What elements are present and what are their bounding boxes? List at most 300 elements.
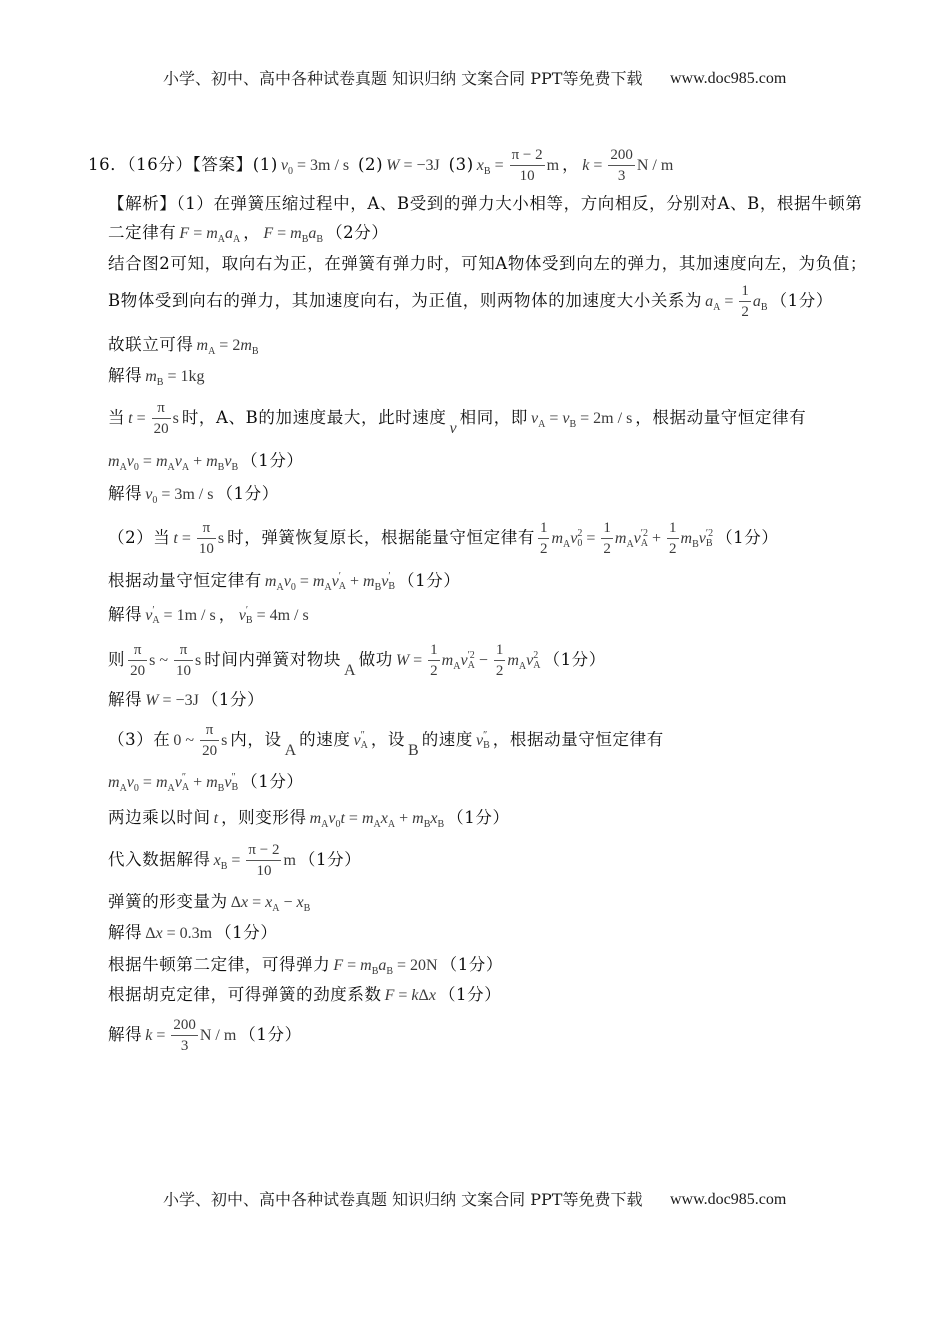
math-text: −: [474, 652, 492, 669]
subscript: A: [626, 539, 634, 550]
math-variable: t: [173, 530, 178, 547]
math-text: =: [227, 852, 245, 869]
math-symbol: A: [284, 742, 297, 759]
sup-sub-stack: [706, 529, 713, 549]
subscript: B: [483, 739, 490, 751]
math-variable: v: [476, 732, 484, 749]
fraction-denominator: 10: [246, 860, 281, 879]
fraction: [428, 642, 440, 679]
math-variable: v: [570, 530, 578, 547]
subscript: A: [208, 346, 216, 357]
subscript: B: [371, 966, 379, 977]
math-text: = 1m / s: [159, 607, 216, 624]
text-run: 解得: [108, 690, 143, 709]
math-variable: m: [361, 810, 374, 827]
text-run: ，设: [370, 730, 406, 749]
text-run: B物体受到向右的弹力，其加速度向右，为正值，则两物体的加速度大小关系为: [108, 291, 703, 310]
math-text: +: [189, 774, 207, 791]
fraction-numerator: π: [133, 642, 142, 658]
fraction-numerator: 200: [173, 1017, 196, 1033]
math-variable: x: [213, 852, 221, 869]
fraction-numerator: π: [179, 642, 188, 658]
math-text: −: [279, 894, 297, 911]
fraction-numerator: 200: [610, 147, 633, 163]
math-text: = 1kg: [163, 368, 205, 385]
math-text: =: [138, 774, 156, 791]
superscript: ″: [483, 729, 488, 741]
text-run: （1分）: [239, 1025, 302, 1044]
subscript: A: [453, 661, 461, 672]
subscript: 0: [152, 495, 158, 506]
subscript: A: [387, 819, 396, 830]
text-run: （1分）: [216, 484, 279, 503]
superscript: ′2: [640, 527, 648, 539]
math-text: =: [720, 293, 738, 310]
text-run: （1分）: [447, 808, 510, 827]
fraction-numerator: 1: [741, 283, 749, 299]
subscript: A: [533, 659, 541, 671]
math-text: =: [343, 957, 361, 974]
fraction-denominator: 2: [494, 660, 506, 679]
math-text: +: [648, 530, 666, 547]
text-run: 当: [108, 408, 126, 427]
math-text: m: [283, 852, 296, 869]
subscript: B: [156, 377, 164, 388]
superscript: ′2: [467, 649, 475, 661]
subscript: A: [119, 462, 127, 473]
subscript: A: [467, 659, 475, 671]
text-run: 代入数据解得: [108, 850, 211, 869]
subscript: 0: [335, 819, 341, 830]
math-variable: x: [241, 894, 249, 911]
fraction-denominator: 10: [510, 165, 545, 184]
text-run: 时，弹簧恢复原长，根据能量守恒定律有: [227, 528, 535, 547]
math-variable: v: [381, 573, 389, 590]
text-run: 做功: [358, 650, 393, 669]
text-run: （1分）: [241, 772, 304, 791]
fraction: [200, 722, 219, 759]
footer-title: 小学、初中、高中各种试卷真题 知识归纳 文案合同 PPT等免费下载: [163, 1190, 643, 1209]
subscript: B: [423, 819, 431, 830]
text-run: 则: [108, 650, 126, 669]
fraction-denominator: 20: [152, 418, 171, 437]
subscript: B: [220, 861, 228, 872]
math-text: =: [132, 410, 150, 427]
math-variable: v: [238, 607, 246, 624]
subscript: A: [276, 582, 284, 593]
fraction-denominator: 3: [608, 165, 635, 184]
text-run: 根据牛顿第二定律，可得弹力: [108, 955, 331, 974]
fraction-numerator: π: [157, 400, 165, 416]
fraction-numerator: 1: [495, 642, 504, 658]
analysis-line: [108, 281, 833, 321]
math-variable: v: [174, 774, 182, 791]
math-text: +: [189, 453, 207, 470]
fraction-denominator: 20: [128, 660, 147, 679]
text-run: （3）在: [108, 730, 171, 749]
subscript: 0: [290, 582, 296, 593]
math-variable: m: [412, 810, 424, 827]
math-text: =: [177, 530, 195, 547]
sup-sub-stack: [533, 651, 540, 671]
math-text: N / m: [199, 1027, 237, 1044]
math-variable: m: [614, 530, 627, 547]
subscript: B: [437, 819, 445, 830]
math-text: = 20N: [393, 957, 438, 974]
sup-sub-stack: [468, 651, 475, 671]
math-variable: v: [145, 607, 153, 624]
subscript: B: [386, 966, 394, 977]
subscript: A: [152, 614, 160, 626]
superscript: ″: [231, 771, 236, 783]
subscript: B: [483, 166, 491, 177]
subscript: 0: [287, 166, 293, 177]
math-variable: a: [752, 293, 761, 310]
subscript: A: [324, 582, 332, 593]
math-variable: m: [196, 337, 209, 354]
subscript: B: [231, 462, 239, 473]
math-text: = 3m / s: [292, 157, 350, 174]
subscript: 0: [577, 537, 583, 549]
sup-sub-stack: [152, 606, 159, 626]
superscript: ′: [338, 570, 341, 582]
subscript: 0: [133, 462, 139, 473]
text-run: （1分）: [770, 291, 833, 310]
fraction-numerator: 1: [430, 642, 438, 658]
math-variable: m: [680, 530, 693, 547]
subscript: B: [245, 614, 253, 626]
fraction-denominator: 10: [197, 538, 216, 557]
text-run: （1分）: [716, 528, 779, 547]
header-title: 小学、初中、高中各种试卷真题 知识归纳 文案合同 PPT等免费下载: [163, 69, 643, 88]
analysis-line: [108, 518, 778, 558]
subscript: B: [374, 582, 382, 593]
math-variable: v: [224, 453, 232, 470]
text-run: 内，设: [230, 730, 282, 749]
math-variable: k: [582, 157, 590, 174]
text-run: 结合图2可知，取向右为正，在弹簧有弹力时，可知A物体受到向左的弹力，其加速度向左，为负值；: [108, 254, 867, 273]
footer-url: www.doc985.com: [670, 1191, 787, 1208]
subscript: B: [217, 783, 225, 794]
subscript: A: [563, 539, 571, 550]
header-url: www.doc985.com: [670, 70, 787, 87]
text-run: ，根据动量守恒定律有: [635, 408, 807, 427]
subscript: A: [360, 739, 368, 751]
math-text: =: [490, 157, 508, 174]
text-run: 16．（16分）【答案】(1): [88, 155, 278, 174]
superscript: ′: [245, 604, 249, 616]
math-variable: m: [551, 530, 563, 547]
math-variable: a: [308, 225, 317, 242]
superscript: ″: [360, 729, 365, 741]
fraction: [739, 283, 751, 320]
superscript: ′: [388, 570, 391, 582]
math-variable: W: [145, 692, 159, 709]
math-text: s: [195, 652, 202, 669]
math-variable: m: [441, 652, 454, 669]
subscript: B: [301, 234, 309, 245]
text-run: 时，A、B的加速度最大，此时速度: [181, 408, 447, 427]
math-text: 0 ~: [173, 732, 199, 749]
analysis-line: [108, 680, 264, 720]
math-variable: v: [531, 410, 539, 427]
math-variable: m: [312, 573, 325, 590]
fraction-denominator: 2: [667, 538, 679, 557]
math-text: = 4m / s: [252, 607, 309, 624]
math-variable: v: [280, 157, 288, 174]
text-run: 【解析】（1）在弹簧压缩过程中，A、B受到的弹力大小相等，方向相反，分别对A、B，根据牛顿第: [108, 194, 863, 213]
math-variable: x: [155, 925, 163, 942]
math-variable: t: [128, 410, 133, 427]
page-footer: [0, 1189, 950, 1211]
text-run: 解得: [108, 923, 143, 942]
math-text: s: [217, 530, 225, 547]
subscript: A: [217, 234, 226, 245]
analysis-line: [108, 720, 664, 760]
fraction-denominator: 2: [428, 660, 440, 679]
analysis-line: [108, 762, 304, 802]
math-text: =: [295, 573, 313, 590]
fraction: [601, 520, 613, 557]
superscript: 2: [533, 649, 539, 661]
sup-sub-stack: [339, 572, 346, 592]
fraction: [171, 1017, 198, 1054]
fraction-numerator: 1: [539, 520, 548, 536]
math-variable: v: [698, 530, 706, 547]
math-text: =: [138, 453, 156, 470]
text-run: （1分）: [543, 650, 606, 669]
fraction: [510, 147, 545, 184]
text-run: （1分）: [438, 985, 502, 1004]
math-variable: x: [265, 894, 273, 911]
subscript: B: [231, 781, 239, 793]
analysis-line: [108, 244, 867, 284]
text-run: 解得: [108, 1025, 143, 1044]
math-text: =: [409, 652, 427, 669]
sup-sub-stack: [388, 572, 395, 592]
math-symbol: A: [344, 662, 356, 679]
text-run: 根据胡克定律，可得弹簧的劲度系数: [108, 985, 382, 1004]
text-run: 弹簧的形变量为: [108, 892, 228, 911]
math-variable: v: [174, 453, 182, 470]
analysis-line: [108, 474, 279, 514]
math-variable: F: [179, 225, 190, 242]
subscript: A: [640, 537, 649, 549]
text-run: 时间内弹簧对物块: [204, 650, 342, 669]
analysis-line: [108, 595, 309, 635]
math-variable: F: [263, 225, 274, 242]
math-variable: x: [476, 157, 484, 174]
math-text: Δ: [418, 987, 429, 1004]
math-variable: v: [328, 810, 336, 827]
text-run: （2分）: [326, 223, 389, 242]
text-run: 的速度: [299, 730, 351, 749]
math-text: =: [152, 1027, 170, 1044]
fraction: [608, 147, 635, 184]
math-variable: m: [206, 453, 218, 470]
subscript: B: [569, 419, 577, 430]
math-variable: m: [363, 573, 375, 590]
analysis-line: [108, 1015, 302, 1055]
subscript: B: [303, 903, 311, 914]
sup-sub-stack: [361, 731, 368, 751]
subscript: B: [692, 539, 699, 550]
math-variable: v: [145, 486, 153, 503]
superscript: ′2: [705, 527, 714, 539]
text-run: ，则变形得: [221, 808, 307, 827]
sup-sub-stack: [182, 773, 189, 793]
math-text: =: [189, 225, 207, 242]
analysis-line: [108, 840, 361, 880]
subscript: A: [233, 234, 241, 245]
text-run: (3): [442, 155, 474, 174]
text-run: 解得: [108, 484, 143, 503]
math-text: =: [248, 894, 266, 911]
sup-sub-stack: [641, 529, 648, 549]
math-variable: v: [224, 774, 232, 791]
text-run: （1分）: [201, 690, 265, 709]
fraction: [174, 642, 193, 679]
math-variable: v: [283, 573, 291, 590]
subscript: A: [167, 462, 175, 473]
subscript: A: [538, 419, 546, 430]
math-text: s ~: [149, 652, 172, 669]
math-variable: x: [428, 987, 436, 1004]
subscript: B: [217, 462, 225, 473]
subscript: B: [705, 537, 713, 549]
math-variable: x: [296, 894, 304, 911]
subscript: B: [760, 302, 768, 313]
math-variable: W: [395, 652, 410, 669]
fraction-denominator: 3: [171, 1035, 198, 1054]
math-text: m: [546, 157, 560, 174]
sup-sub-stack: [483, 731, 490, 751]
math-variable: a: [378, 957, 387, 974]
analysis-line: [108, 398, 806, 438]
math-variable: t: [340, 810, 345, 827]
math-variable: v: [353, 732, 361, 749]
text-run: 的速度: [421, 730, 474, 749]
fraction: [494, 642, 506, 679]
analysis-line: [108, 798, 510, 838]
math-variable: m: [206, 774, 218, 791]
math-text: = −3J: [158, 692, 199, 709]
fraction: [197, 520, 216, 557]
text-run: （1分）: [440, 955, 504, 974]
fraction-denominator: 2: [739, 301, 751, 320]
math-variable: m: [108, 774, 120, 791]
math-variable: m: [507, 652, 519, 669]
text-run: 根据动量守恒定律有: [108, 571, 262, 590]
math-text: N / m: [636, 157, 674, 174]
subscript: A: [181, 462, 190, 473]
text-run: （1分）: [398, 571, 461, 590]
text-run: 相同，即: [459, 408, 528, 427]
fraction: [538, 520, 550, 557]
math-text: =: [545, 410, 563, 427]
analysis-line: [108, 356, 204, 396]
math-variable: t: [213, 810, 219, 827]
fraction-numerator: π − 2: [511, 147, 543, 163]
math-variable: x: [380, 810, 388, 827]
subscript: A: [713, 302, 721, 313]
math-text: +: [395, 810, 413, 827]
subscript: A: [338, 580, 346, 592]
math-text: s: [172, 410, 179, 427]
text-run: （2）当: [108, 528, 171, 547]
math-text: Δ: [145, 925, 156, 942]
math-variable: a: [705, 293, 714, 310]
subscript: A: [373, 819, 381, 830]
math-variable: v: [526, 652, 534, 669]
sup-sub-stack: [246, 606, 253, 626]
math-variable: m: [240, 337, 252, 354]
math-variable: v: [633, 530, 641, 547]
subscript: A: [119, 783, 127, 794]
math-text: =: [344, 810, 362, 827]
math-text: =: [394, 987, 412, 1004]
fraction-numerator: π − 2: [248, 842, 280, 858]
math-text: = 0.3m: [162, 925, 213, 942]
text-run: ，: [243, 223, 261, 242]
math-text: = 2m / s: [576, 410, 633, 427]
fraction-denominator: 2: [538, 538, 550, 557]
answer-line: [88, 145, 673, 185]
math-text: = 3m / s: [157, 486, 214, 503]
math-variable: a: [225, 225, 234, 242]
fraction-denominator: 2: [601, 538, 613, 557]
math-variable: m: [155, 453, 168, 470]
text-run: （1分）: [241, 451, 304, 470]
fraction-numerator: π: [202, 520, 211, 536]
text-run: (2): [352, 155, 384, 174]
text-run: ，: [218, 605, 236, 624]
analysis-line: [108, 975, 501, 1015]
subscript: A: [181, 781, 190, 793]
subscript: A: [167, 783, 175, 794]
text-run: 解得: [108, 605, 143, 624]
math-variable: v: [562, 410, 570, 427]
math-variable: m: [145, 368, 157, 385]
fraction-numerator: 1: [669, 520, 677, 536]
math-variable: v: [460, 652, 468, 669]
math-variable: W: [386, 157, 400, 174]
sup-sub-stack: [231, 773, 238, 793]
math-variable: m: [290, 225, 302, 242]
text-run: 两边乘以时间: [108, 808, 211, 827]
math-text: +: [345, 573, 364, 590]
subscript: B: [388, 580, 396, 592]
math-text: = −3J: [399, 157, 440, 174]
fraction: [246, 842, 281, 879]
text-run: 二定律有: [108, 223, 177, 242]
math-symbol: B: [408, 742, 419, 759]
analysis-line: [108, 640, 606, 680]
math-variable: v: [331, 573, 339, 590]
fraction-numerator: 1: [603, 520, 611, 536]
math-variable: v: [126, 774, 134, 791]
math-variable: m: [360, 957, 372, 974]
fraction: [667, 520, 679, 557]
math-variable: v: [449, 420, 457, 437]
math-variable: m: [264, 573, 277, 590]
math-variable: m: [155, 774, 168, 791]
text-run: ，: [562, 155, 580, 174]
math-text: =: [582, 530, 600, 547]
math-text: =: [273, 225, 291, 242]
subscript: A: [518, 661, 527, 672]
superscript: ′: [152, 604, 155, 616]
